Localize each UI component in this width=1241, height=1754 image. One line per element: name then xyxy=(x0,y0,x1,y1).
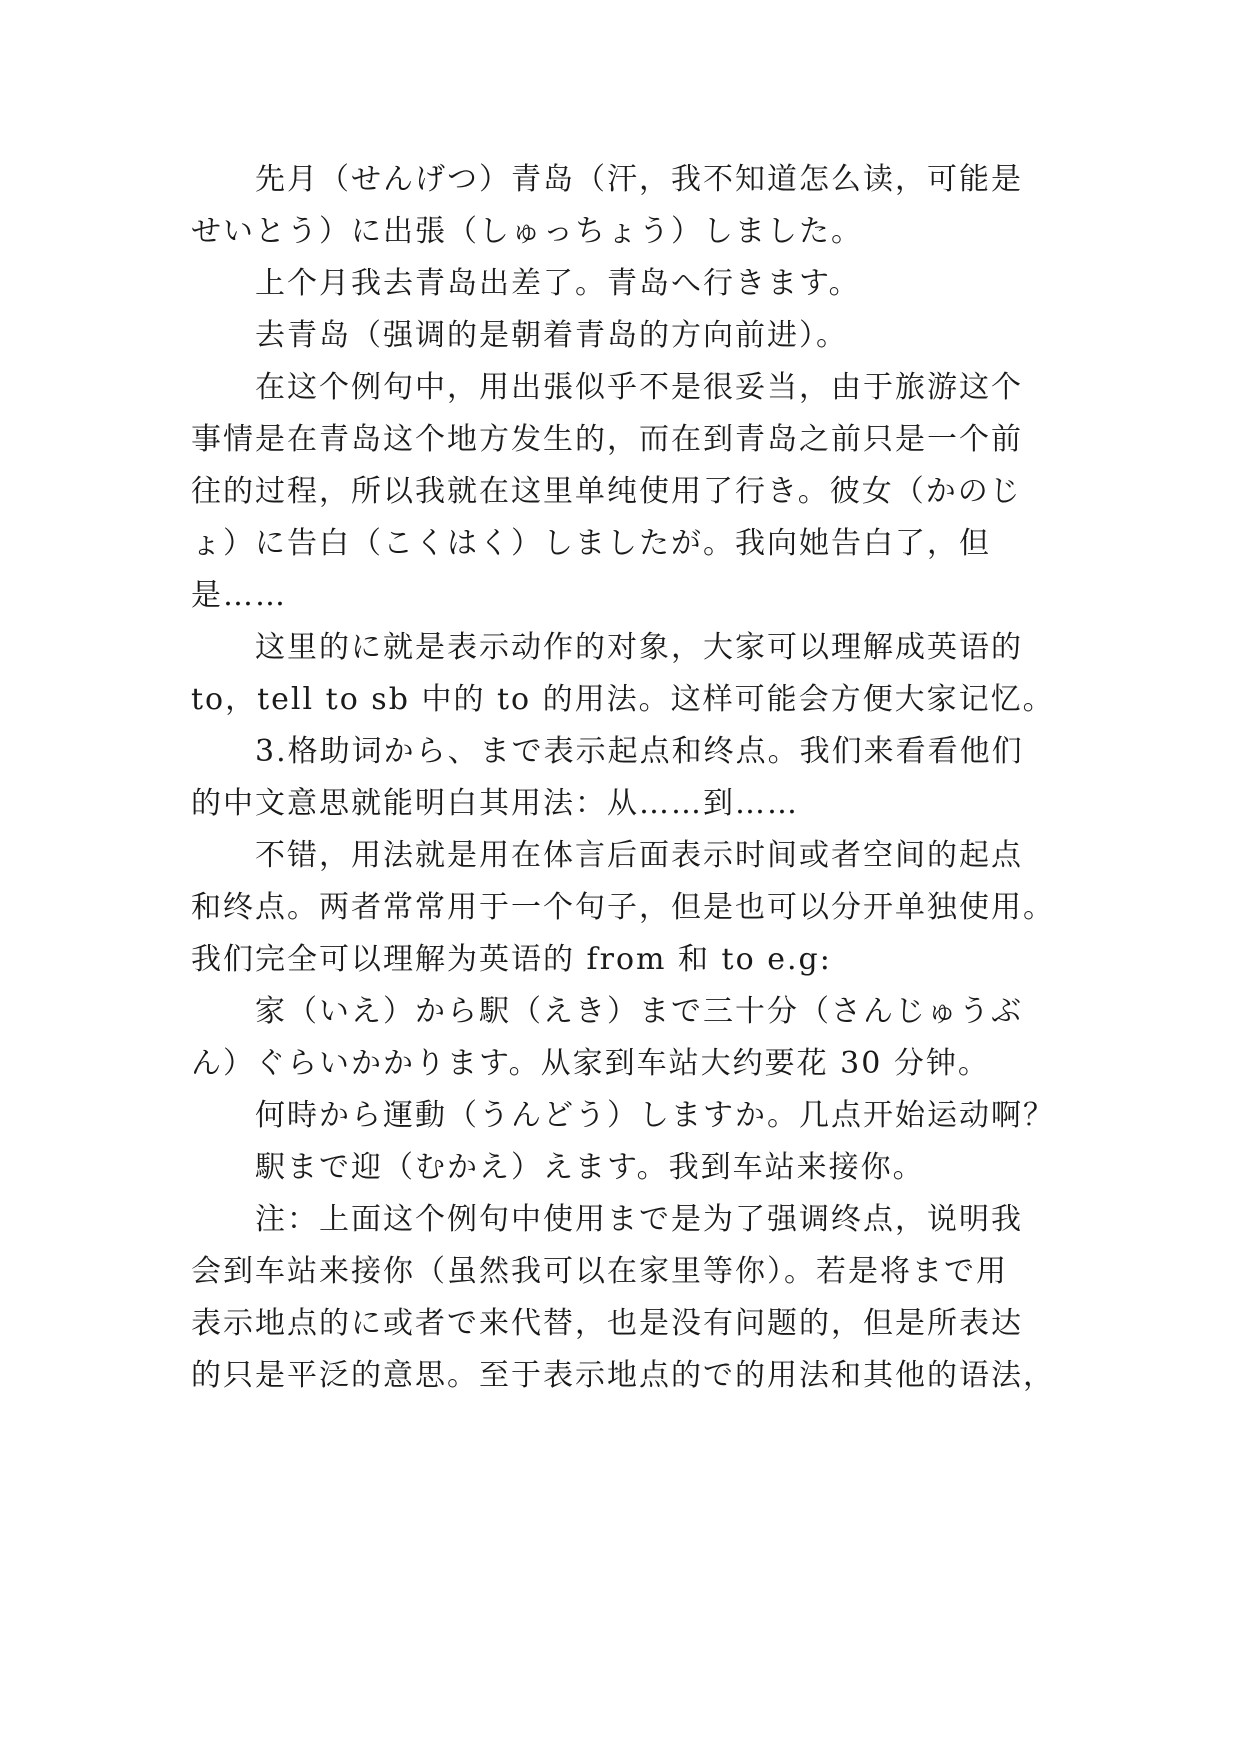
text-line: 这里的に就是表示动作的对象，大家可以理解成英语的 xyxy=(255,630,1023,665)
text-line: 上个月我去青岛出差了。青岛へ行きます。 xyxy=(255,266,861,301)
text-line: 往的过程，所以我就在这里单纯使用了行き。彼女（かのじ xyxy=(191,474,1022,509)
text-line: 会到车站来接你（虽然我可以在家里等你）。若是将まで用 xyxy=(191,1254,1008,1289)
text-line: ん）ぐらいかかります。从家到车站大约要花 30 分钟。 xyxy=(191,1046,990,1081)
text-line: 注：上面这个例句中使用まで是为了强调终点，说明我 xyxy=(255,1202,1023,1237)
text-line: 不错，用法就是用在体言后面表示时间或者空间的起点 xyxy=(255,838,1023,873)
text-line: 去青岛（强调的是朝着青岛的方向前进）。 xyxy=(255,318,848,353)
text-line: to，tell to sb 中的 to 的用法。这样可能会方便大家记忆。 xyxy=(191,682,1055,717)
text-line: 我们完全可以理解为英语的 from 和 to e.g: xyxy=(191,942,832,977)
text-line: 駅まで迎（むかえ）えます。我到车站来接你。 xyxy=(255,1150,925,1185)
text-line: 先月（せんげつ）青岛（汗，我不知道怎么读，可能是 xyxy=(255,162,1023,197)
text-line: 的只是平泛的意思。至于表示地点的で的用法和其他的语法， xyxy=(191,1358,1055,1393)
text-line: 何時から運動（うんどう）しますか。几点开始运动啊？ xyxy=(255,1098,1055,1133)
text-line: 和终点。两者常常用于一个句子，但是也可以分开单独使用。 xyxy=(191,890,1055,925)
text-line: 表示地点的に或者で来代替，也是没有问题的，但是所表达 xyxy=(191,1306,1023,1341)
text-line: 家（いえ）から駅（えき）まで三十分（さんじゅうぶ xyxy=(255,994,1023,1029)
text-line: 在这个例句中，用出張似乎不是很妥当，由于旅游这个 xyxy=(255,370,1023,405)
text-line: 事情是在青岛这个地方发生的，而在到青岛之前只是一个前 xyxy=(191,422,1023,457)
text-line: 3.格助词から、まで表示起点和终点。我们来看看他们 xyxy=(255,734,1024,769)
text-line: ょ）に告白（こくはく）しましたが。我向她告白了，但 xyxy=(191,526,991,561)
text-line: せいとう）に出張（しゅっちょう）しました。 xyxy=(191,214,863,249)
text-line: 是…… xyxy=(191,578,287,613)
text-line: 的中文意思就能明白其用法：从……到…… xyxy=(191,786,799,821)
